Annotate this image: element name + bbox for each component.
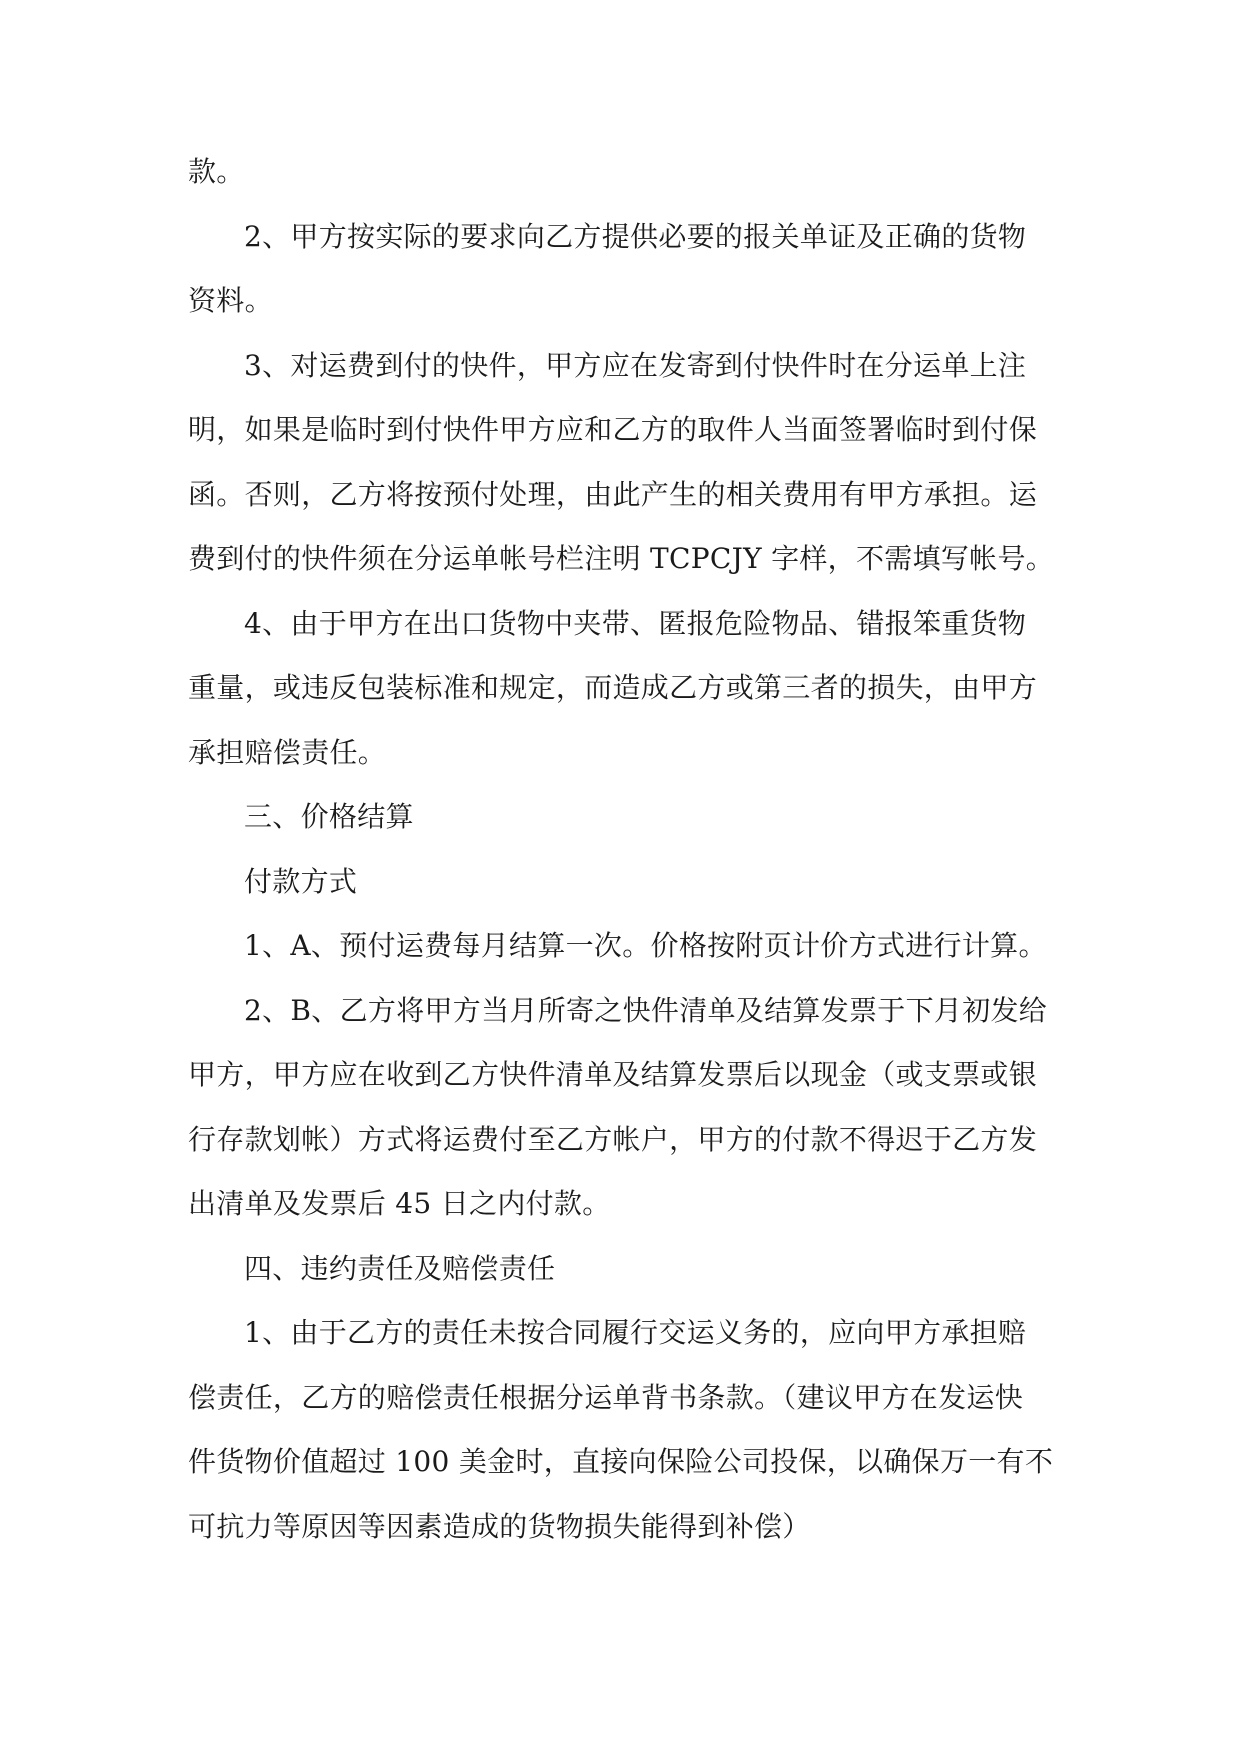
text-line: 偿责任，乙方的赔偿责任根据分运单背书条款。（建议甲方在发运快: [188, 1380, 1024, 1414]
document-body: [188, 152, 1058, 1571]
text-line: 4、由于甲方在出口货物中夹带、匿报危险物品、错报笨重货物: [244, 606, 1027, 640]
text-line: 1、A、预付运费每月结算一次。价格按附页计价方式进行计算。: [244, 929, 1047, 962]
text-line: 甲方，甲方应在收到乙方快件清单及结算发票后以现金（或支票或银: [188, 1058, 1038, 1091]
text-line: 2、甲方按实际的要求向乙方提供必要的报关单证及正确的货物: [244, 219, 1027, 253]
text-line: 费到付的快件须在分运单帐号栏注明 TCPCJY 字样，不需填写帐号。: [188, 542, 1055, 575]
text-line: 承担赔偿责任。: [188, 735, 387, 769]
text-line: 款。: [188, 155, 245, 188]
text-line: 资料。: [188, 284, 273, 317]
text-line: 2、B、乙方将甲方当月所寄之快件清单及结算发票于下月初发给: [244, 993, 1048, 1027]
section-heading: 四、违约责任及赔偿责任: [244, 1251, 556, 1285]
text-line: 可抗力等原因等因素造成的货物损失能得到补偿）: [188, 1509, 811, 1543]
text-line: 重量，或违反包装标准和规定，而造成乙方或第三者的损失，由甲方: [188, 671, 1038, 704]
section-heading: 三、价格结算: [244, 800, 414, 833]
text-line: 1、由于乙方的责任未按合同履行交运义务的，应向甲方承担赔: [244, 1316, 1027, 1349]
text-line: 明，如果是临时到付快件甲方应和乙方的取件人当面签署临时到付保: [188, 413, 1038, 446]
text-line: 行存款划帐）方式将运费付至乙方帐户，甲方的付款不得迟于乙方发: [188, 1122, 1038, 1156]
subsection-heading: 付款方式: [244, 864, 358, 898]
text-line: 函。否则，乙方将按预付处理，由此产生的相关费用有甲方承担。运: [188, 477, 1038, 511]
text-line: 出清单及发票后 45 日之内付款。: [188, 1187, 611, 1220]
text-line: 件货物价值超过 100 美金时，直接向保险公司投保，以确保万一有不: [188, 1445, 1054, 1478]
text-line: 3、对运费到付的快件，甲方应在发寄到付快件时在分运单上注: [244, 348, 1027, 382]
